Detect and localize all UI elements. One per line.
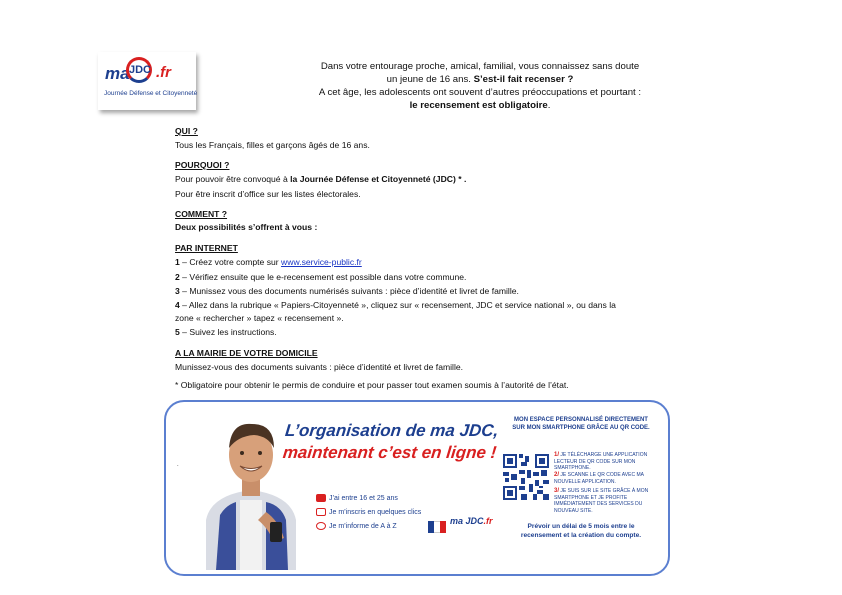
intro-question: S’est-il fait recenser ? <box>470 74 574 85</box>
step-text: – Suivez les instructions. <box>179 327 277 337</box>
service-public-link[interactable]: www.service-public.fr <box>281 257 362 267</box>
people-icon <box>316 494 326 502</box>
step-number: 3 <box>175 286 180 296</box>
headline-line-2: maintenant c’est en ligne ! <box>281 443 498 462</box>
majdc-logo <box>98 52 196 110</box>
step-number: 3/ <box>554 488 560 494</box>
french-flag-icon <box>428 520 446 532</box>
bullet-text: J’ai entre 16 et 25 ans <box>329 494 398 502</box>
internet-step-2 <box>175 272 466 283</box>
step-number: 5 <box>175 327 180 337</box>
internet-step-4-cont: zone « rechercher » tapez « recensement ». <box>175 313 344 323</box>
mairie-heading: A LA MAIRIE DE VOTRE DOMICILE <box>175 348 318 358</box>
internet-step-1 <box>175 257 362 268</box>
internet-heading: PAR INTERNET <box>175 243 238 253</box>
internet-step-3 <box>175 286 519 297</box>
qr-code-icon[interactable] <box>503 454 549 500</box>
comment-heading: COMMENT ? <box>175 209 228 219</box>
step-text: JE TÉLÉCHARGE UNE APPLICATION LECTEUR DE QR CODE SUR MON SMARTPHONE. <box>554 452 648 471</box>
qr-step-3 <box>554 488 654 514</box>
pourquoi-line-1 <box>175 174 466 185</box>
step-number: 1/ <box>554 452 560 458</box>
delay-notice <box>506 522 656 540</box>
logo-ma: ma <box>105 64 130 83</box>
step-text: – Allez dans la rubrique « Papiers-Citoyenneté », cliquez sur « recensement, JDC et service national », ou dans la <box>179 300 616 310</box>
bullet-text: Je m’inscris en quelques clics <box>329 508 422 516</box>
comment-subheading: Deux possibilités s’offrent à vous : <box>175 222 318 232</box>
pourquoi-line-2: Pour être inscrit d’office sur les listes électorales. <box>175 189 361 199</box>
intro-line-2 <box>270 73 690 86</box>
logo-fr: .fr <box>156 64 171 81</box>
pourquoi-line-1-text: Pour pouvoir être convoqué à <box>175 174 291 184</box>
headline-line-1: L’organisation de ma JDC, <box>284 421 500 440</box>
step-text: JE SUIS SUR LE SITE GRÂCE À MON SMARTPHONE ET JE PROFITE IMMÉDIATEMENT DES SERVICES DU NOUVEAU SITE. <box>554 488 649 514</box>
banner-dot: . <box>177 462 179 468</box>
laptop-icon <box>316 508 326 516</box>
step-number: 2/ <box>554 472 560 478</box>
banner-headline <box>282 420 500 464</box>
delay-line-2: recensement et la création du compte. <box>520 532 642 539</box>
intro-block <box>270 60 690 112</box>
mairie-text: Munissez-vous des documents suivants : pièce d’identité et livret de famille. <box>175 362 464 372</box>
intro-line-3: A cet âge, les adolescents ont souvent d’autres préoccupations et pourtant : <box>318 87 642 98</box>
qr-step-2 <box>554 472 654 485</box>
intro-line-1: Dans votre entourage proche, amical, familial, vous connaissez sans doute <box>320 61 640 72</box>
qui-text: Tous les Français, filles et garçons âgés de 16 ans. <box>175 140 370 150</box>
jdc-banner <box>164 400 670 576</box>
step-text: – Vérifiez ensuite que le e-recensement est possible dans votre commune. <box>179 272 467 282</box>
qr-title-line-1: MON ESPACE PERSONNALISÉ DIRECTEMENT <box>514 417 648 423</box>
bullet-text: Je m’informe de A à Z <box>329 522 397 530</box>
intro-mandatory: le recensement est obligatoire <box>409 100 548 111</box>
delay-line-1: Prévoir un délai de 5 mois entre le <box>527 523 635 530</box>
intro-line-2-text: un jeune de 16 ans. <box>386 74 471 85</box>
mini-logo-fr: .fr <box>483 516 493 526</box>
step-number: 1 <box>175 257 180 267</box>
intro-period: . <box>547 100 551 111</box>
speech-bubble-icon <box>316 522 326 530</box>
mini-majdc-logo <box>450 516 493 526</box>
jdc-mention: la Journée Défense et Citoyenneté (JDC) * . <box>290 174 467 184</box>
footnote: * Obligatoire pour obtenir le permis de conduire et pour passer tout examen soumis à l’autorité de l’état. <box>175 380 569 390</box>
step-text: JE SCANNE LE QR CODE AVEC MA NOUVELLE APPLICATION. <box>554 472 644 485</box>
banner-bullet-age <box>316 494 398 502</box>
mini-logo-main: ma JDC <box>450 516 484 526</box>
step-text: – Créez votre compte sur <box>179 257 282 267</box>
banner-bullet-signup <box>316 508 421 516</box>
qr-title-line-2: SUR MON SMARTPHONE GRÂCE AU QR CODE. <box>512 425 650 431</box>
step-text: – Munissez vous des documents numérisés suivants : pièce d’identité et livret de famille. <box>179 286 519 296</box>
qui-heading: QUI ? <box>175 126 198 136</box>
qr-title <box>506 416 656 432</box>
step-number: 4 <box>175 300 180 310</box>
pourquoi-heading: POURQUOI ? <box>175 160 230 170</box>
banner-bullet-info <box>316 522 397 530</box>
internet-step-5 <box>175 327 277 338</box>
qr-step-1 <box>554 452 654 472</box>
intro-line-4 <box>270 99 690 112</box>
step-number: 2 <box>175 272 180 282</box>
logo-subtitle: Journée Défense et Citoyenneté <box>104 90 198 97</box>
logo-jdc: JDC <box>129 64 152 76</box>
internet-step-4 <box>175 300 616 311</box>
